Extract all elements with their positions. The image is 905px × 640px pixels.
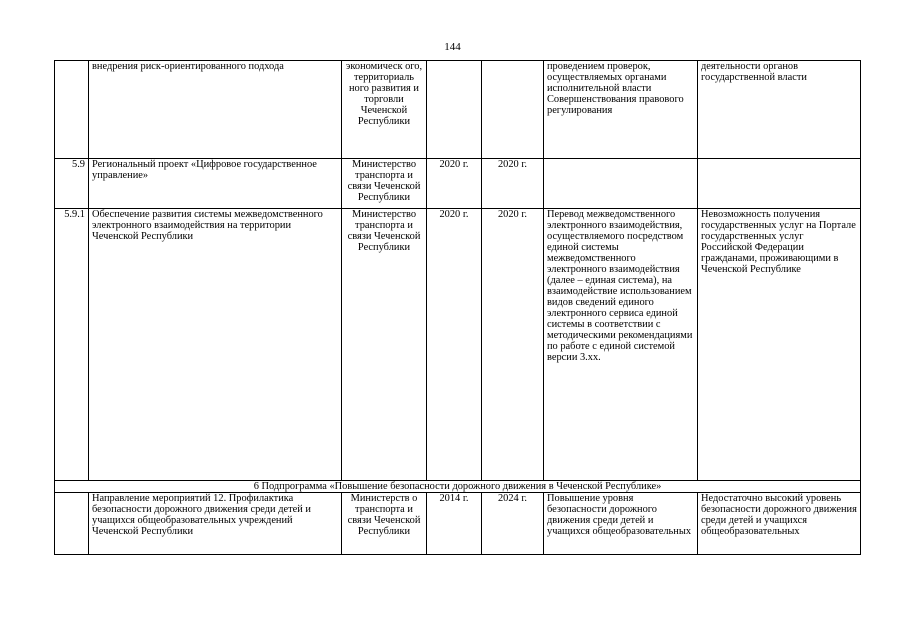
row-number bbox=[55, 61, 89, 159]
measure-name: Обеспечение развития системы межведомственного электронного взаимодействия на территории Чеченской Республики bbox=[89, 209, 342, 481]
measure-name: Направление мероприятий 12. Профилактика безопасности дорожного движения среди детей и учащихся общеобразовательных учреждений Чеченской Республики bbox=[89, 493, 342, 555]
end-year: 2024 г. bbox=[482, 493, 544, 555]
start-year: 2020 г. bbox=[427, 159, 482, 209]
expected-result: Повышение уровня безопасности дорожного движения среди детей и учащихся общеобразовательных bbox=[544, 493, 698, 555]
executor: Министерств о транспорта и связи Чеченской Республики bbox=[342, 493, 427, 555]
measure-name: внедрения риск-ориентированного подхода bbox=[89, 61, 342, 159]
section-row bbox=[55, 481, 861, 493]
expected-result: Перевод межведомственного электронного взаимодействия, осуществляемого посредством единой системы межведомственного электронного взаимодействия (далее – единая система), на взаимодействие использованием видов сведений единого электронного сервиса единой системы в соответствии с методическими рекомендациями по работе с единой системой версии 3.хх. bbox=[544, 209, 698, 481]
executor: Министерство транспорта и связи Чеченской Республики bbox=[342, 209, 427, 481]
page-number: 144 bbox=[444, 41, 461, 53]
expected-result bbox=[544, 159, 698, 209]
consequence: Невозможность получения государственных услуг на Портале государственных услуг Российской Федерации гражданами, проживающими в Чеченской Республике bbox=[698, 209, 861, 481]
table-row bbox=[55, 209, 861, 481]
start-year bbox=[427, 61, 482, 159]
expected-result: проведением проверок, осуществляемых органами исполнительной власти Совершенствования правового регулирования bbox=[544, 61, 698, 159]
start-year: 2020 г. bbox=[427, 209, 482, 481]
end-year: 2020 г. bbox=[482, 209, 544, 481]
row-number bbox=[55, 493, 89, 555]
measures-table bbox=[54, 60, 861, 555]
executor: экономическ ого, территориаль ного развития и торговли Чеченской Республики bbox=[342, 61, 427, 159]
consequence bbox=[698, 159, 861, 209]
end-year: 2020 г. bbox=[482, 159, 544, 209]
consequence: Недостаточно высокий уровень безопасности дорожного движения среди детей и учащихся общеобразовательных bbox=[698, 493, 861, 555]
row-number: 5.9.1 bbox=[55, 209, 89, 481]
consequence: деятельности органов государственной власти bbox=[698, 61, 861, 159]
table-row bbox=[55, 493, 861, 555]
table-row bbox=[55, 159, 861, 209]
end-year bbox=[482, 61, 544, 159]
row-number: 5.9 bbox=[55, 159, 89, 209]
executor: Министерство транспорта и связи Чеченской Республики bbox=[342, 159, 427, 209]
measure-name: Региональный проект «Цифровое государственное управление» bbox=[89, 159, 342, 209]
start-year: 2014 г. bbox=[427, 493, 482, 555]
table-row bbox=[55, 61, 861, 159]
section-title: 6 Подпрограмма «Повышение безопасности дорожного движения в Чеченской Республике» bbox=[55, 481, 861, 493]
